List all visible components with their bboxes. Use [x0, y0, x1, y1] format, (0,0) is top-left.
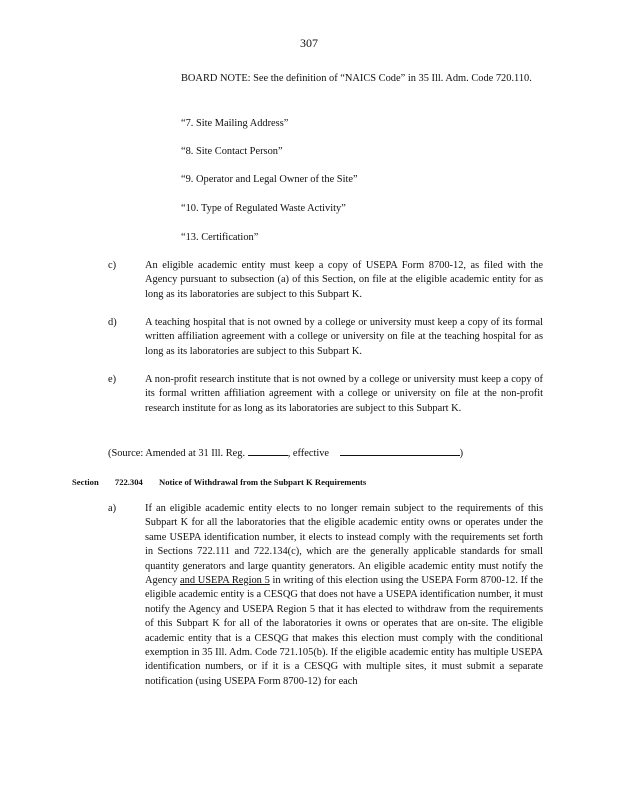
section-word: Section — [72, 477, 99, 487]
subsection-e-text: A non-profit research institute that is not owned by a college or university must keep a copy of its formal written affiliation agreement with a college or university on file at the non-profit research institute for as long as its laboratories are subject to this Subpart K. — [145, 374, 543, 414]
source-note — [108, 444, 548, 461]
source-effective: , effective — [287, 448, 330, 459]
subsection-d-label: d) — [108, 317, 117, 328]
section-title: Notice of Withdrawal from the Subpart K Requirements — [158, 477, 367, 487]
quoted-item-13: “13. Certification” — [181, 232, 259, 243]
effective-date-blank — [340, 444, 460, 456]
section-number: 722.304 — [114, 477, 143, 487]
subsection-c-text: An eligible academic entity must keep a copy of USEPA Form 8700-12, as filed with the Agency pursuant to subsection (a) of this Section, on file at the eligible academic entity for as long as its laboratories are subject to this Subpart K. — [145, 260, 543, 300]
source-suffix: ) — [459, 448, 464, 459]
section-a-text — [145, 502, 543, 689]
subsection-e-label: e) — [108, 374, 117, 385]
source-prefix: (Source: Amended at 31 Ill. Reg. — [108, 448, 246, 459]
board-note: BOARD NOTE: See the definition of “NAICS Code” in 35 Ill. Adm. Code 720.110. — [181, 73, 532, 84]
section-a-text-part2: in writing of this election using the USEPA Form 8700-12. If the eligible academic entity is a CESQG that does not have a USEPA identification number, it must notify the Agency and USEPA Region 5 that it has elected to withdraw from the requirements of this Subpart K for all of the laboratories it owns or operates that are on-site. The eligible academic entity that is a CESQG that makes this election must comply with the conditional exemption in 35 Ill. Adm. Code 721.105(b). If the eligible academic entity has multiple USEPA identification numbers, or if it is a CESQG with multiple sites, it must submit a separate notification (using USEPA Form 8700-12) for each — [145, 575, 543, 687]
register-page-blank — [248, 444, 288, 456]
subsection-d-text: A teaching hospital that is not owned by a college or university must keep a copy of its formal written affiliation agreement with a college or university on file at the teaching hospital for as long as its laboratories are subject to this Subpart K. — [145, 317, 543, 357]
quoted-item-7: “7. Site Mailing Address” — [181, 118, 289, 129]
quoted-item-8: “8. Site Contact Person” — [181, 146, 283, 157]
quoted-item-10: “10. Type of Regulated Waste Activity” — [181, 203, 346, 214]
section-a-text-part1: If an eligible academic entity elects to no longer remain subject to the requirements of this Subpart K for all the laboratories that the eligible academic entity owns or operates under the same USEPA identification number, it elects to instead comply with the requirements set forth in Sections 722.111 and 722.134(c), which are the generally applicable standards for small quantity generators and large quantity generators. An eligible academic entity must notify the Agency — [145, 503, 543, 587]
section-a-label: a) — [108, 503, 117, 514]
subsection-c-label: c) — [108, 260, 117, 271]
section-heading — [72, 475, 552, 489]
page-number: 307 — [300, 36, 318, 50]
quoted-item-9: “9. Operator and Legal Owner of the Site” — [181, 174, 358, 185]
section-a-underlined-insert: and USEPA Region 5 — [180, 575, 270, 587]
